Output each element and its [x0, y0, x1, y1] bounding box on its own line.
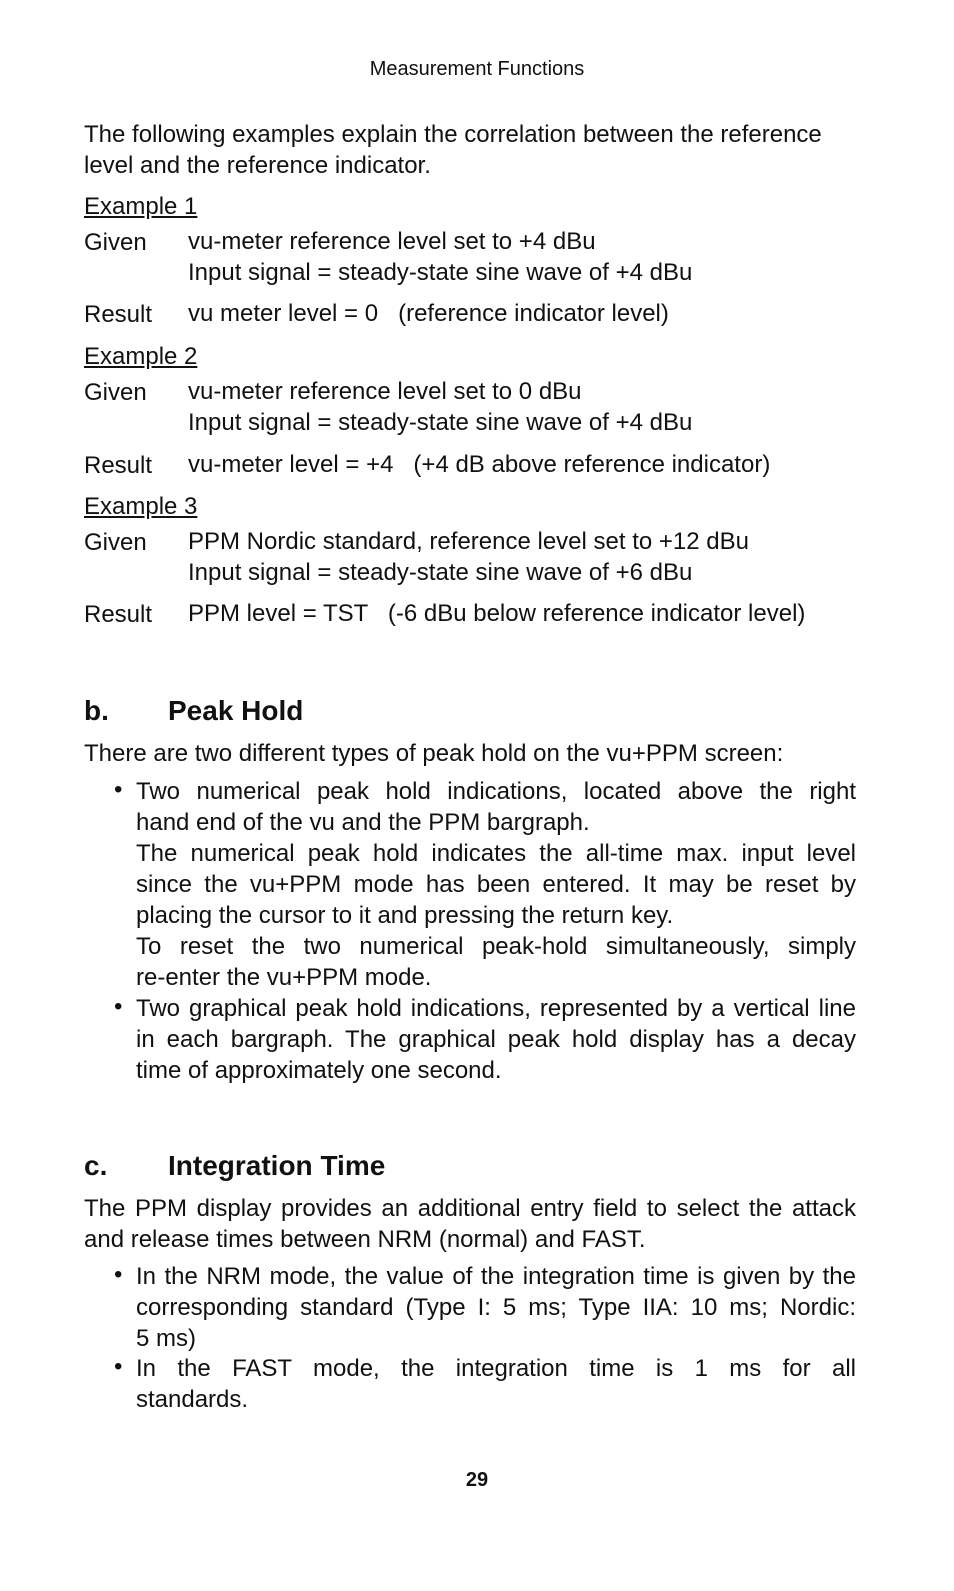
- section-b-bullet-2: [136, 993, 856, 1086]
- section-c-bullet-1: [136, 1261, 856, 1354]
- bullet-line: since the vu+PPM mode has been entered. It may be reset by: [136, 871, 856, 898]
- example-1-given: [188, 226, 692, 288]
- section-c-intro: [84, 1193, 856, 1255]
- given-line: Input signal = steady-state sine wave of +4 dBu: [188, 259, 693, 286]
- bullet-icon: •: [114, 776, 123, 803]
- section-c-title: Integration Time: [168, 1150, 386, 1181]
- bullet-line: To reset the two numerical peak-hold simultaneously, simply: [136, 933, 856, 960]
- given-line: PPM Nordic standard, reference level set to +12 dBu: [188, 528, 749, 555]
- section-c-letter: c.: [84, 1150, 108, 1181]
- example-2-given: [188, 376, 692, 438]
- bullet-line: in each bargraph. The graphical peak hold display has a decay: [136, 1026, 856, 1053]
- bullet-icon: •: [114, 993, 123, 1020]
- section-b-bullet-1: [136, 776, 856, 993]
- intro-line: The following examples explain the correlation between the reference: [84, 121, 822, 148]
- bullet-line: time of approximately one second.: [136, 1057, 502, 1084]
- bullet-line: The numerical peak hold indicates the all-time max. input level: [136, 840, 856, 867]
- example-2-result-label: Result: [84, 452, 153, 479]
- page-header: Measurement Functions: [369, 58, 585, 80]
- bullet-line: Two numerical peak hold indications, located above the right: [136, 778, 856, 805]
- intro-line: level and the reference indicator.: [84, 152, 431, 179]
- para-line: The PPM display provides an additional entry field to select the attack: [84, 1195, 856, 1222]
- section-b-intro: There are two different types of peak hold on the vu+PPM screen:: [84, 740, 784, 767]
- given-line: vu-meter reference level set to +4 dBu: [188, 228, 596, 255]
- bullet-line: re-enter the vu+PPM mode.: [136, 964, 432, 991]
- bullet-line: hand end of the vu and the PPM bargraph.: [136, 809, 590, 836]
- bullet-line: corresponding standard (Type I: 5 ms; Type IIA: 10 ms; Nordic:: [136, 1294, 856, 1321]
- example-1-result: vu meter level = 0 (reference indicator level): [188, 300, 669, 327]
- bullet-line: placing the cursor to it and pressing the return key.: [136, 902, 674, 929]
- example-2-title: Example 2: [84, 343, 198, 370]
- example-1-title: Example 1: [84, 193, 198, 220]
- bullet-icon: •: [114, 1353, 123, 1380]
- bullet-line: Two graphical peak hold indications, represented by a vertical line: [136, 995, 856, 1022]
- bullet-line: In the FAST mode, the integration time is 1 ms for all: [136, 1355, 856, 1382]
- section-b-letter: b.: [84, 695, 109, 726]
- para-line: and release times between NRM (normal) and FAST.: [84, 1226, 646, 1253]
- example-3-result-label: Result: [84, 601, 153, 628]
- example-3-given-label: Given: [84, 529, 147, 556]
- example-2-given-label: Given: [84, 379, 147, 406]
- section-c-bullet-2: [136, 1353, 856, 1415]
- page-number: 29: [465, 1469, 489, 1491]
- intro-paragraph: [84, 119, 822, 181]
- bullet-line: standards.: [136, 1386, 249, 1413]
- section-b-title: Peak Hold: [168, 695, 304, 726]
- given-line: Input signal = steady-state sine wave of +4 dBu: [188, 409, 693, 436]
- given-line: Input signal = steady-state sine wave of +6 dBu: [188, 559, 693, 586]
- bullet-line: In the NRM mode, the value of the integration time is given by the: [136, 1263, 856, 1290]
- example-1-given-label: Given: [84, 229, 147, 256]
- bullet-icon: •: [114, 1261, 123, 1288]
- example-3-given: [188, 526, 749, 588]
- example-2-result: vu-meter level = +4 (+4 dB above reference indicator): [188, 451, 771, 478]
- example-3-title: Example 3: [84, 493, 198, 520]
- example-3-result: PPM level = TST (-6 dBu below reference indicator level): [188, 600, 806, 627]
- bullet-line: 5 ms): [136, 1325, 196, 1352]
- given-line: vu-meter reference level set to 0 dBu: [188, 378, 582, 405]
- example-1-result-label: Result: [84, 301, 153, 328]
